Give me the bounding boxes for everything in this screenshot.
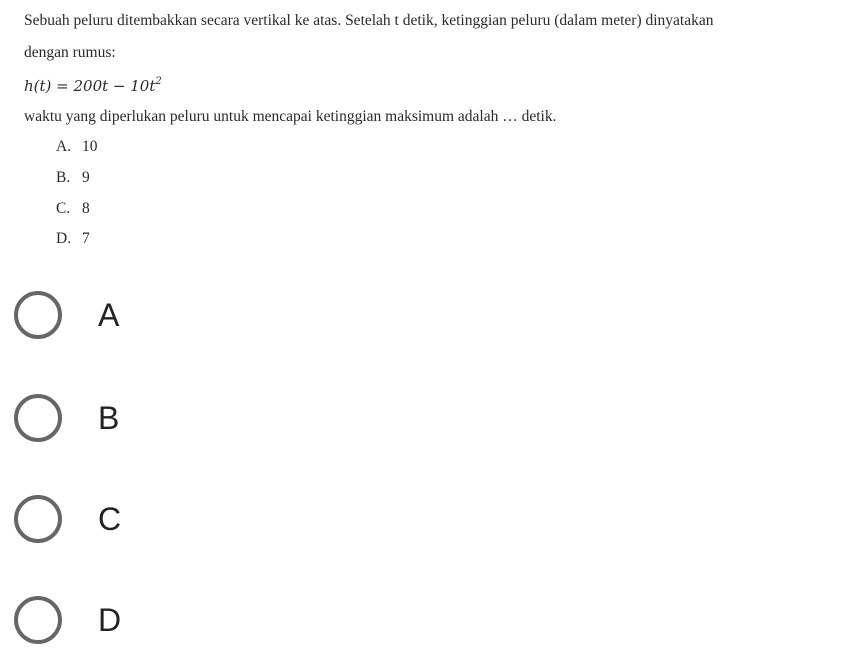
formula-exponent: 2 [155, 76, 162, 87]
answer-choice-a[interactable] [14, 291, 214, 349]
option-letter: C. [56, 200, 71, 217]
option-value: 8 [82, 200, 90, 217]
question-text-line-4: waktu yang diperlukan peluru untuk mencapai ketinggian maksimum adalah … detik. [24, 108, 557, 125]
formula-base: h(t) = 200t − 10t [24, 77, 156, 95]
question-option-c [56, 199, 90, 219]
option-value: 10 [82, 138, 98, 155]
answer-choice-label: A [98, 297, 120, 333]
answer-choice-label: D [98, 602, 122, 638]
question-text-line-1: Sebuah peluru ditembakkan secara vertikal ke atas. Setelah t detik, ketinggian peluru (dalam meter) dinyatakan [24, 12, 714, 29]
option-letter: B. [56, 169, 71, 186]
question-option-b [56, 168, 90, 188]
question-text-line-2: dengan rumus: [24, 44, 116, 61]
answer-choice-d[interactable] [14, 596, 214, 654]
question-option-a [56, 137, 98, 157]
option-letter: D. [56, 230, 72, 247]
answer-choice-label: C [98, 501, 122, 537]
radio-button-a[interactable] [14, 291, 62, 339]
question-option-d [56, 229, 90, 249]
answer-choice-b[interactable] [14, 394, 214, 452]
formula [24, 72, 162, 96]
option-value: 9 [82, 169, 90, 186]
answer-choice-label: B [98, 400, 120, 436]
radio-button-b[interactable] [14, 394, 62, 442]
question-image [0, 0, 865, 256]
answer-choice-c[interactable] [14, 495, 214, 553]
radio-button-d[interactable] [14, 596, 62, 644]
option-letter: A. [56, 138, 72, 155]
radio-button-c[interactable] [14, 495, 62, 543]
option-value: 7 [82, 230, 90, 247]
